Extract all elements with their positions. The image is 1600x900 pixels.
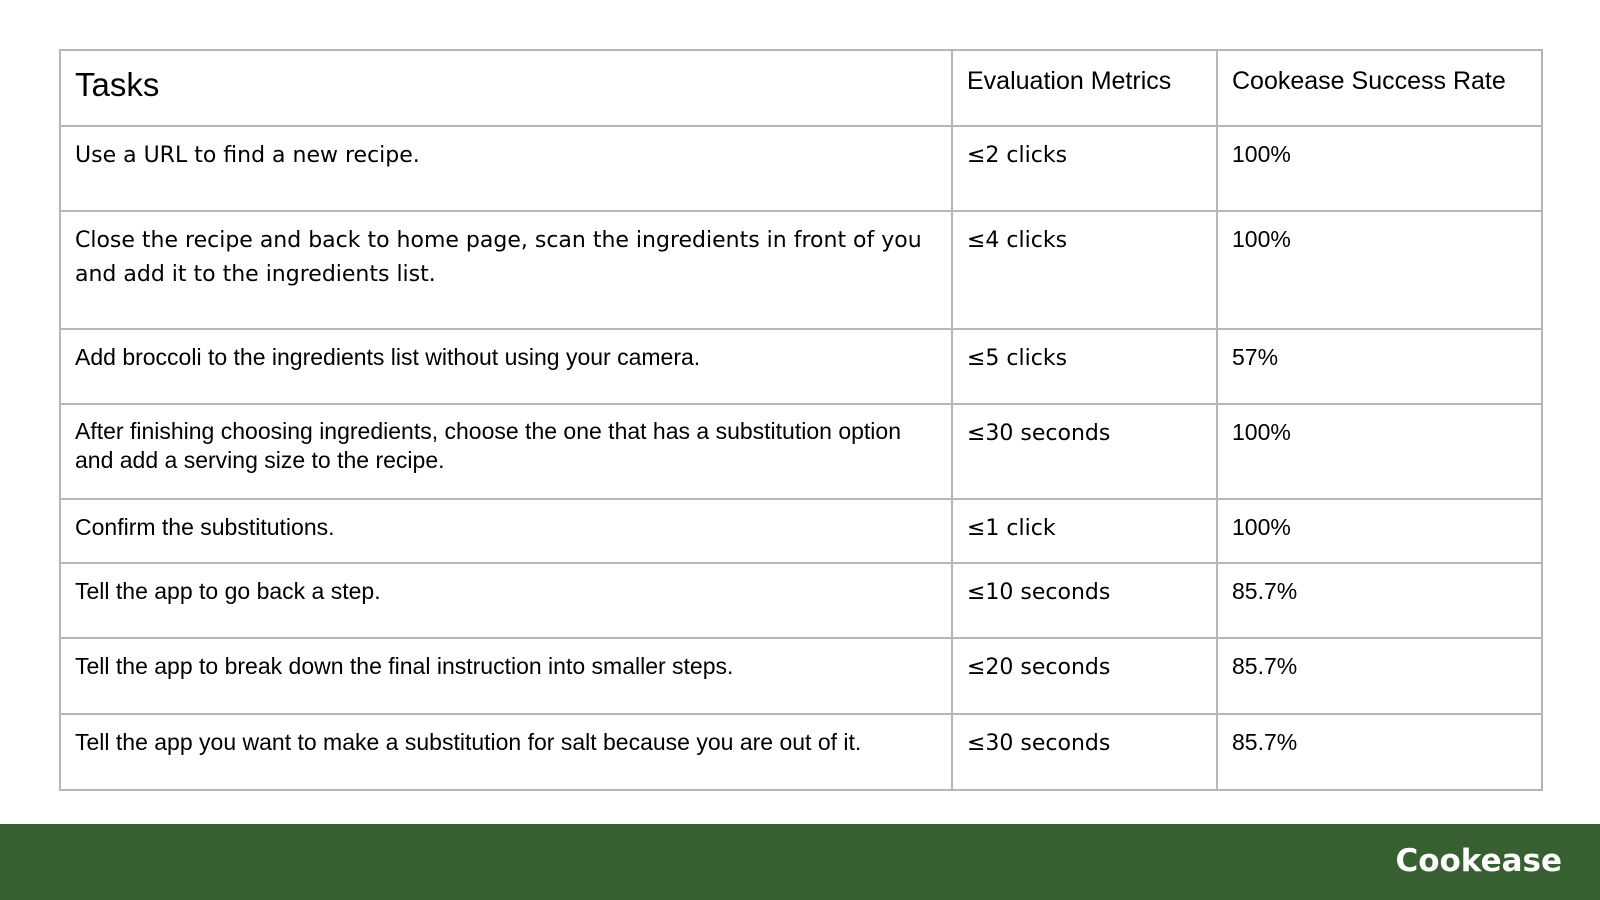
table-row <box>60 563 1542 638</box>
metric-cell: ≤20 seconds <box>952 638 1217 714</box>
rate-cell: 100% <box>1217 211 1542 329</box>
rate-cell: 85.7% <box>1217 638 1542 714</box>
rate-cell: 85.7% <box>1217 714 1542 790</box>
task-cell: Close the recipe and back to home page, scan the ingredients in front of you and add it to the ingredients list. <box>60 211 952 329</box>
header-success-rate: Cookease Success Rate <box>1217 50 1542 126</box>
metric-cell: ≤2 clicks <box>952 126 1217 211</box>
rate-cell: 85.7% <box>1217 563 1542 638</box>
rate-cell: 100% <box>1217 499 1542 563</box>
metric-cell: ≤10 seconds <box>952 563 1217 638</box>
header-tasks: Tasks <box>60 50 952 126</box>
footer-bar <box>0 824 1600 900</box>
task-cell: Use a URL to find a new recipe. <box>60 126 952 211</box>
task-cell: Tell the app to go back a step. <box>60 563 952 638</box>
results-table <box>59 49 1543 791</box>
rate-cell: 100% <box>1217 404 1542 499</box>
metric-cell: ≤30 seconds <box>952 404 1217 499</box>
rate-cell: 57% <box>1217 329 1542 404</box>
task-cell: Add broccoli to the ingredients list without using your camera. <box>60 329 952 404</box>
brand-name: Cookease <box>1395 843 1562 879</box>
rate-cell: 100% <box>1217 126 1542 211</box>
task-cell: Confirm the substitutions. <box>60 499 952 563</box>
table-row <box>60 126 1542 211</box>
table-header-row <box>60 50 1542 126</box>
table-row <box>60 404 1542 499</box>
metric-cell: ≤4 clicks <box>952 211 1217 329</box>
task-cell: Tell the app to break down the final instruction into smaller steps. <box>60 638 952 714</box>
metric-cell: ≤30 seconds <box>952 714 1217 790</box>
header-evaluation-metrics: Evaluation Metrics <box>952 50 1217 126</box>
table-row <box>60 499 1542 563</box>
table-row <box>60 714 1542 790</box>
table-row <box>60 211 1542 329</box>
metric-cell: ≤1 click <box>952 499 1217 563</box>
task-cell: After finishing choosing ingredients, choose the one that has a substitution option and add a serving size to the recipe. <box>60 404 952 499</box>
table-row <box>60 638 1542 714</box>
task-cell: Tell the app you want to make a substitution for salt because you are out of it. <box>60 714 952 790</box>
table-row <box>60 329 1542 404</box>
metric-cell: ≤5 clicks <box>952 329 1217 404</box>
